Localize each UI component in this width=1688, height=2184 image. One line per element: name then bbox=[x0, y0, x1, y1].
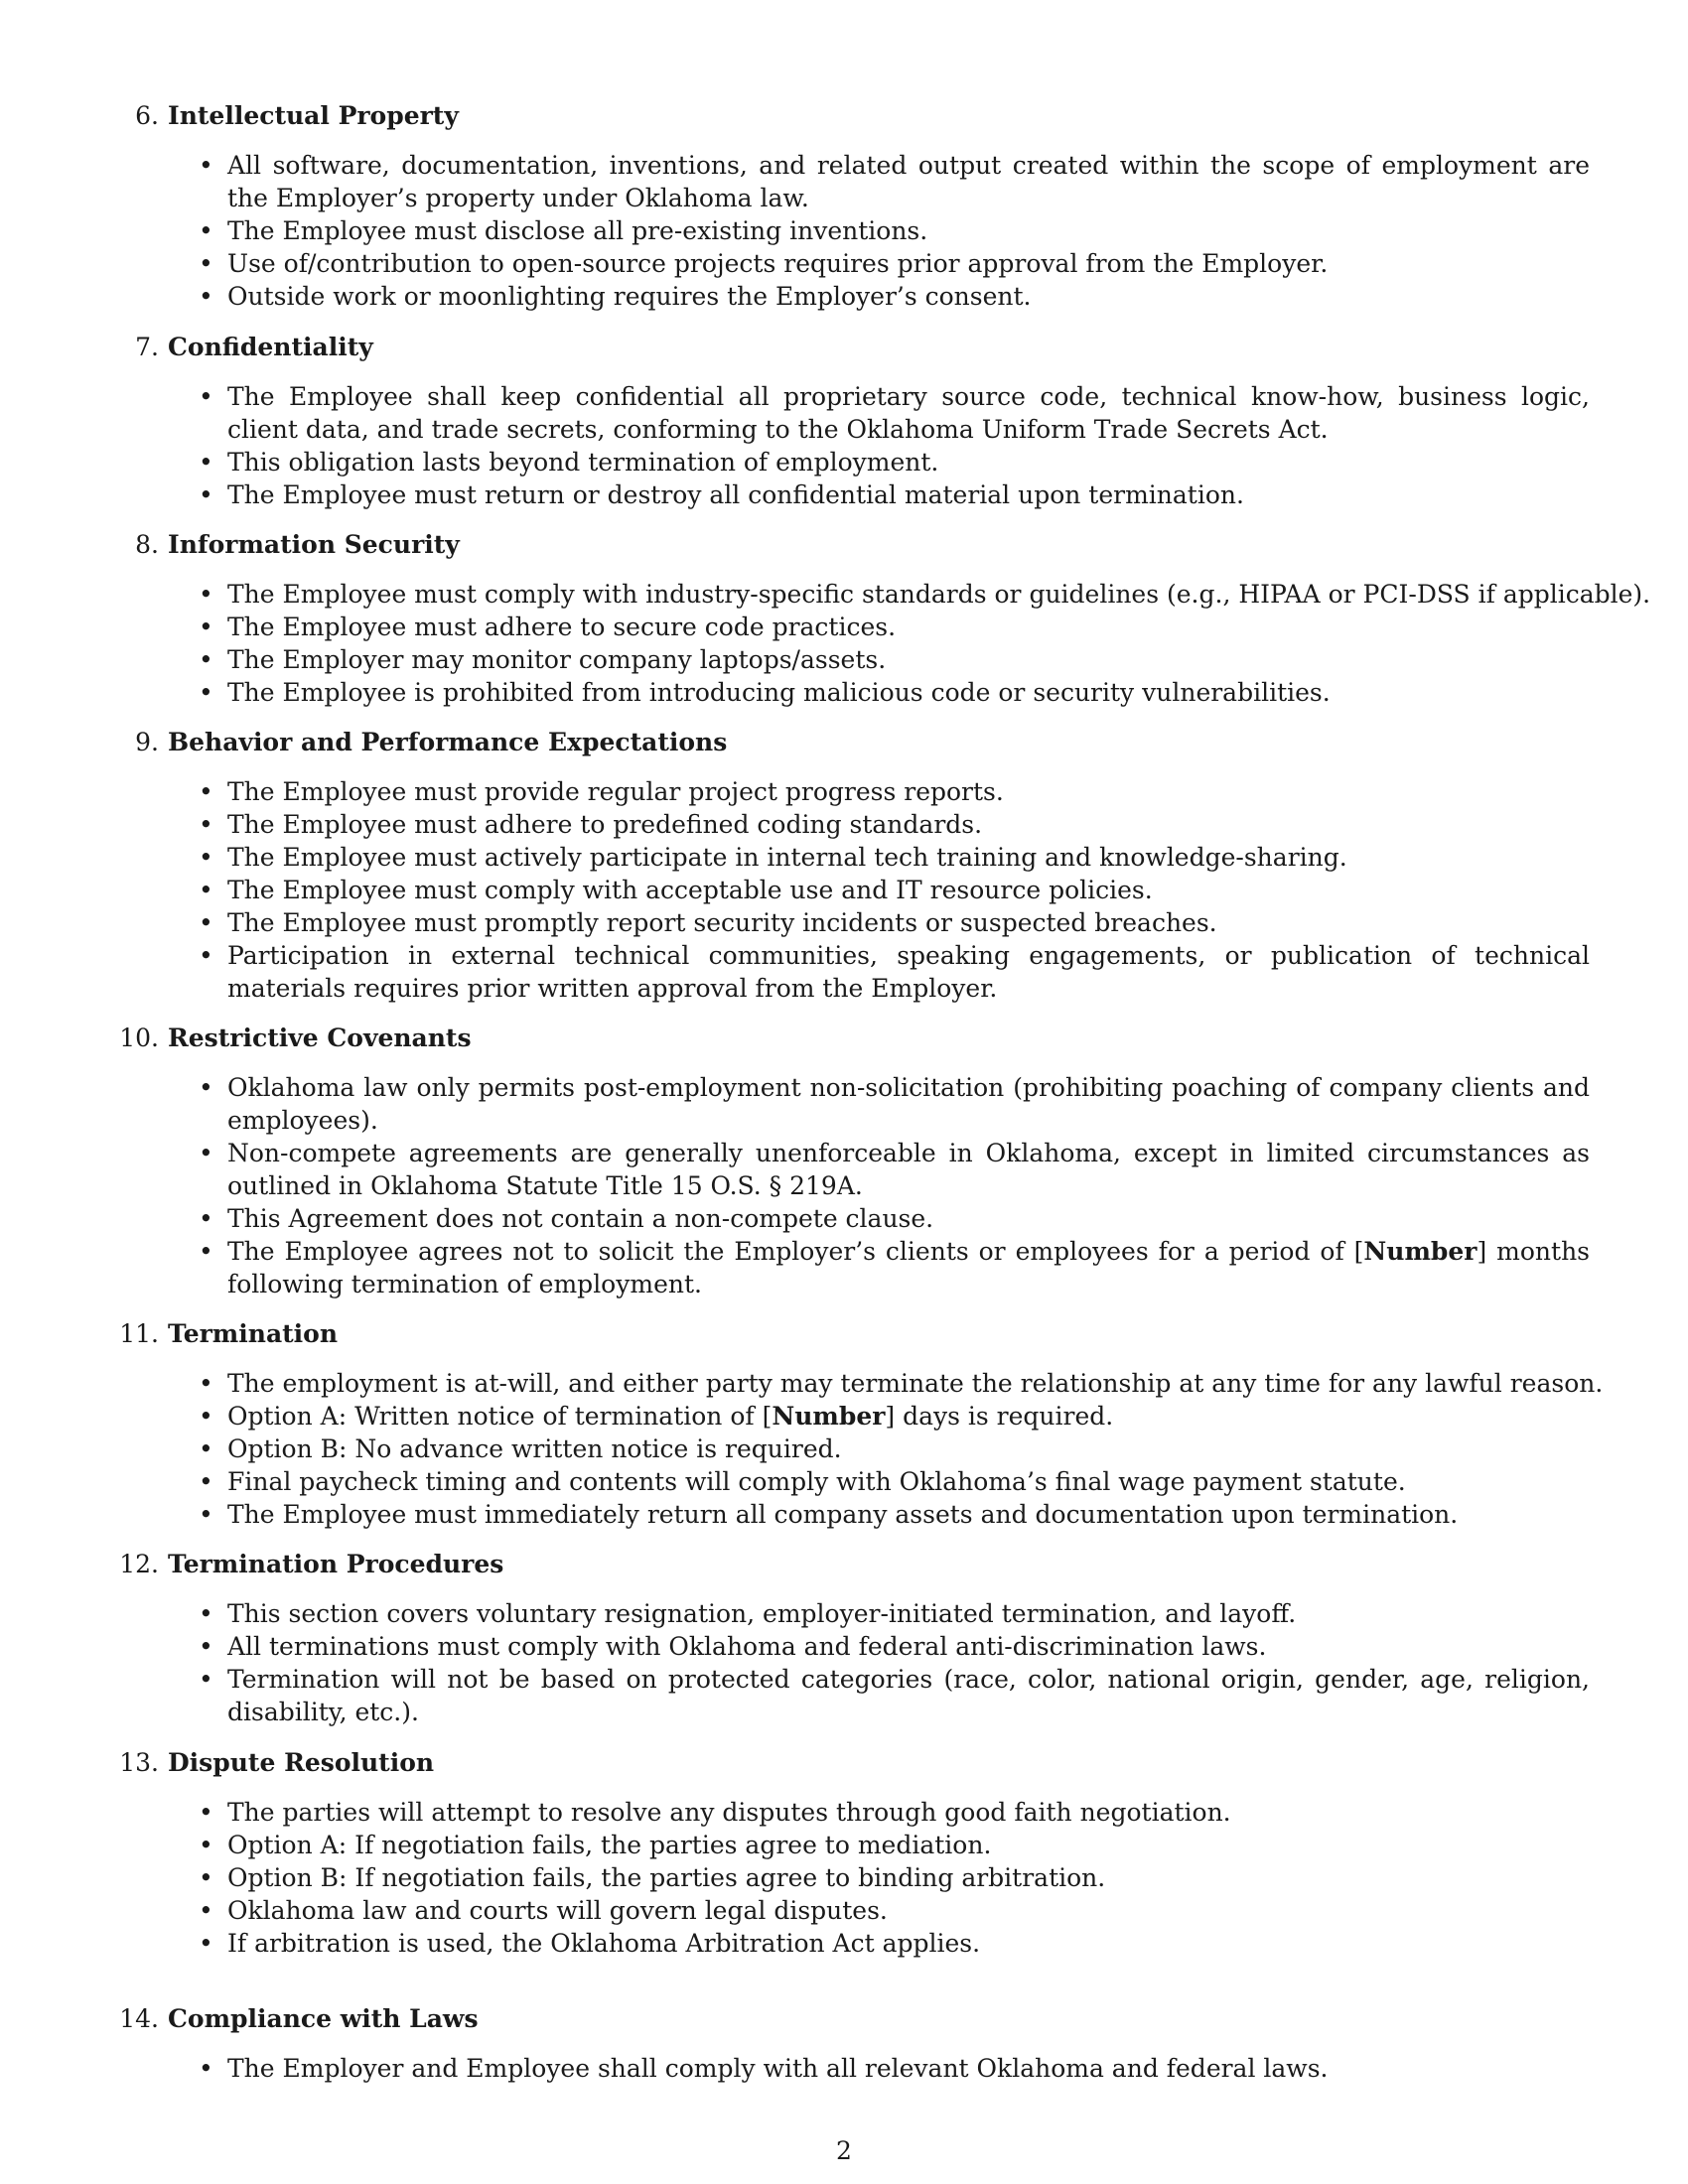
section-title: Restrictive Covenants bbox=[168, 1024, 472, 1052]
bullet-text-after: ] days is required. bbox=[885, 1402, 1114, 1431]
bullet-item: • The Employee must actively participate in internal tech training and knowledge-sharing. bbox=[0, 841, 1590, 874]
section-heading bbox=[0, 99, 1688, 133]
bullet-item: • The Employee must return or destroy all confidential material upon termination. bbox=[0, 478, 1590, 511]
bullet-list bbox=[0, 380, 1688, 511]
section-heading bbox=[0, 726, 1688, 759]
bullet-item: • All software, documentation, inventions, and related output created within the scope of employment are the Employer’s property under Oklahoma law. bbox=[0, 149, 1590, 214]
bullet-item: • The Employee must immediately return all company assets and documentation upon termination. bbox=[0, 1498, 1590, 1531]
bullet-item: • The Employee must promptly report security incidents or suspected breaches. bbox=[0, 906, 1590, 939]
bullet-list bbox=[0, 1597, 1688, 1728]
section-title: Termination bbox=[168, 1319, 339, 1348]
bullet-item: • The Employee must adhere to secure code practices. bbox=[0, 611, 1590, 643]
bullet-text-after: ] months following termination of employment. bbox=[227, 1237, 1591, 1298]
section-title: Dispute Resolution bbox=[168, 1748, 435, 1777]
bullet-list bbox=[0, 1796, 1688, 1960]
bullet-item: • Termination will not be based on protected categories (race, color, national origin, gender, age, religion, disability, etc.). bbox=[0, 1663, 1590, 1728]
bullet-item: • Option B: No advance written notice is required. bbox=[0, 1433, 1590, 1465]
section-heading bbox=[0, 2002, 1688, 2036]
section-number: 13. bbox=[119, 1748, 159, 1777]
bullet-list bbox=[0, 775, 1688, 1005]
bullet-list bbox=[0, 2052, 1688, 2085]
placeholder-number: Number bbox=[772, 1402, 886, 1431]
bullet-item: • Oklahoma law and courts will govern legal disputes. bbox=[0, 1894, 1590, 1927]
bullet-item: • The Employee shall keep confidential all proprietary source code, technical know-how, business logic, client data, and trade secrets, conforming to the Oklahoma Uniform Trade Secrets Act. bbox=[0, 380, 1590, 446]
bullet-item: • The Employee must disclose all pre-existing inventions. bbox=[0, 214, 1590, 247]
bullet-item: • The Employer may monitor company laptops/assets. bbox=[0, 643, 1590, 676]
bullet-item bbox=[0, 1235, 1590, 1300]
section-title: Information Security bbox=[168, 530, 460, 559]
section-number: 7. bbox=[135, 333, 159, 361]
bullet-item: • The Employee must adhere to predefined coding standards. bbox=[0, 808, 1590, 841]
placeholder-number: Number bbox=[1363, 1237, 1477, 1266]
bullet-item: • The Employer and Employee shall comply with all relevant Oklahoma and federal laws. bbox=[0, 2052, 1590, 2085]
section-heading bbox=[0, 1317, 1688, 1351]
section-heading bbox=[0, 1022, 1688, 1055]
section-title: Compliance with Laws bbox=[168, 2004, 479, 2033]
bullet-item: • The Employee is prohibited from introducing malicious code or security vulnerabilities. bbox=[0, 676, 1590, 709]
section-number: 6. bbox=[135, 101, 159, 130]
bullet-list bbox=[0, 149, 1688, 313]
section-number: 14. bbox=[119, 2004, 159, 2033]
bullet-item: • This Agreement does not contain a non-compete clause. bbox=[0, 1202, 1590, 1235]
section-heading bbox=[0, 1746, 1688, 1780]
section-title: Intellectual Property bbox=[168, 101, 459, 130]
section-heading bbox=[0, 1548, 1688, 1581]
bullet-text-before: The Employee agrees not to solicit the Employer’s clients or employees for a period of [ bbox=[227, 1237, 1364, 1266]
bullet-item: • Non-compete agreements are generally unenforceable in Oklahoma, except in limited circumstances as outlined in Oklahoma Statute Title 15 O.S. § 219A. bbox=[0, 1137, 1590, 1202]
section-number: 12. bbox=[119, 1550, 159, 1578]
section-title: Behavior and Performance Expectations bbox=[168, 728, 728, 756]
bullet-item: • Use of/contribution to open-source projects requires prior approval from the Employer. bbox=[0, 247, 1590, 280]
bullet-item: • The Employee must provide regular project progress reports. bbox=[0, 775, 1590, 808]
section-number: 8. bbox=[135, 530, 159, 559]
page-number: 2 bbox=[836, 2136, 852, 2165]
bullet-item: • If arbitration is used, the Oklahoma Arbitration Act applies. bbox=[0, 1927, 1590, 1960]
bullet-item: • Option B: If negotiation fails, the parties agree to binding arbitration. bbox=[0, 1861, 1590, 1894]
bullet-item: • The Employee must comply with acceptable use and IT resource policies. bbox=[0, 874, 1590, 906]
bullet-item: • The Employee must comply with industry-specific standards or guidelines (e.g., HIPAA or PCI-DSS if applicable). bbox=[0, 578, 1590, 611]
bullet-item: • Final paycheck timing and contents will comply with Oklahoma’s final wage payment statute. bbox=[0, 1465, 1590, 1498]
section-title: Termination Procedures bbox=[168, 1550, 504, 1578]
section-heading bbox=[0, 528, 1688, 562]
section-title: Confidentiality bbox=[168, 333, 373, 361]
section-number: 10. bbox=[119, 1024, 159, 1052]
bullet-item: • This section covers voluntary resignation, employer-initiated termination, and layoff. bbox=[0, 1597, 1590, 1630]
bullet-item: • Option A: If negotiation fails, the parties agree to mediation. bbox=[0, 1829, 1590, 1861]
bullet-item: • Oklahoma law only permits post-employment non-solicitation (prohibiting poaching of company clients and employees). bbox=[0, 1071, 1590, 1137]
bullet-item: • Outside work or moonlighting requires the Employer’s consent. bbox=[0, 280, 1590, 313]
bullet-item: • All terminations must comply with Oklahoma and federal anti-discrimination laws. bbox=[0, 1630, 1590, 1663]
bullet-text-before: Option A: Written notice of termination of [ bbox=[227, 1402, 773, 1431]
section-number: 9. bbox=[135, 728, 159, 756]
bullet-list bbox=[0, 578, 1688, 709]
bullet-item: • The parties will attempt to resolve any disputes through good faith negotiation. bbox=[0, 1796, 1590, 1829]
section-number: 11. bbox=[119, 1319, 159, 1348]
bullet-item: • This obligation lasts beyond termination of employment. bbox=[0, 446, 1590, 478]
bullet-item bbox=[0, 1400, 1590, 1433]
bullet-item: • Participation in external technical communities, speaking engagements, or publication of technical materials requires prior written approval from the Employer. bbox=[0, 939, 1590, 1005]
bullet-list bbox=[0, 1367, 1688, 1531]
bullet-item: • The employment is at-will, and either party may terminate the relationship at any time for any lawful reason. bbox=[0, 1367, 1590, 1400]
bullet-list bbox=[0, 1071, 1688, 1300]
section-heading bbox=[0, 331, 1688, 364]
